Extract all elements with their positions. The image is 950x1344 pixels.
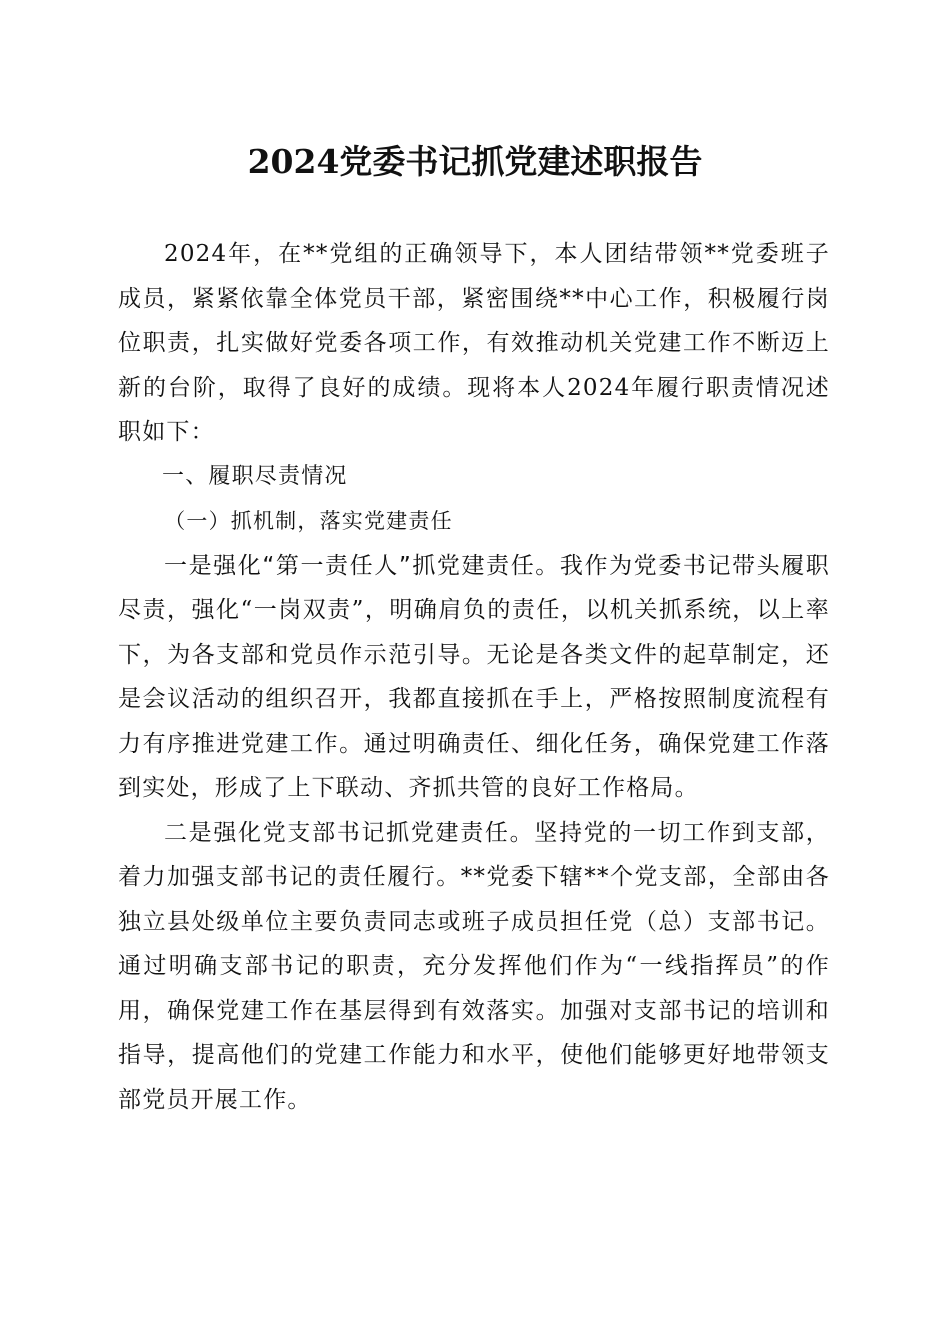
paragraph-1-lead: 一是强化“第一责任人”抓党建责任。 [164, 552, 560, 579]
subsection-heading: （一）抓机制，落实党建责任 [164, 509, 453, 533]
document-body [118, 232, 830, 1122]
intro-paragraph: 2024年，在**党组的正确领导下，本人团结带领**党委班子成员，紧紧依靠全体党员干部，紧密围绕**中心工作，积极履行岗位职责，扎实做好党委各项工作，有效推动机关党建工作不断迈上新的台阶，取得了良好的成绩。现将本人2024年履行职责情况述职如下： [118, 241, 830, 445]
paragraph-2-lead: 二是强化党支部书记抓党建责任。 [164, 819, 535, 846]
paragraph-1 [118, 544, 830, 811]
document-title: 2024党委书记抓党建述职报告 [247, 142, 703, 181]
paragraph-1-body: 我作为党委书记带头履职尽责，强化“一岗双责”，明确肩负的责任，以机关抓系统，以上率下，为各支部和党员作示范引导。无论是各类文件的起草制定，还是会议活动的组织召开，我都直接抓在手上，严格按照制度流程有力有序推进党建工作。通过明确责任、细化任务，确保党建工作落到实处，形成了上下联动、齐抓共管的良好工作格局。 [118, 552, 831, 801]
section-heading: 一、履职尽责情况 [162, 463, 348, 489]
paragraph-2-body: 坚持党的一切工作到支部，着力加强支部书记的责任履行。**党委下辖**个党支部，全部由各独立县处级单位主要负责同志或班子成员担任党（总）支部书记。通过明确支部书记的职责，充分发挥他们作为“一线指挥员”的作用，确保党建工作在基层得到有效落实。加强对支部书记的培训和指导，提高他们的党建工作能力和水平，使他们能够更好地带领支部党员开展工作。 [118, 819, 830, 1113]
paragraph-2 [118, 811, 830, 1123]
